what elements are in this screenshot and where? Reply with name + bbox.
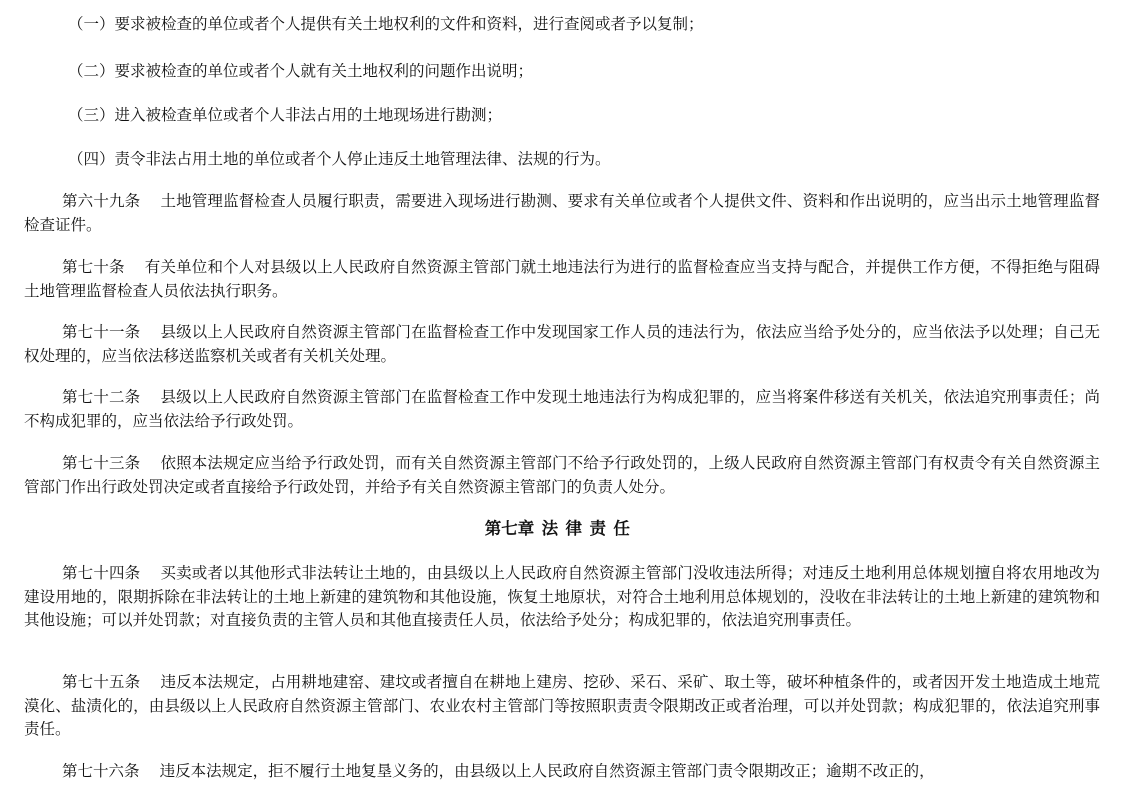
chapter-title: 法律责任 [541, 519, 638, 538]
list-item: （三）进入被检查单位或者个人非法占用的土地现场进行勘测； [68, 106, 503, 124]
chapter-number: 第七章 [484, 519, 535, 538]
list-item: （二）要求被检查的单位或者个人就有关土地权利的问题作出说明； [68, 62, 534, 80]
article-75 [24, 671, 1100, 742]
article-number: 第七十一条 [62, 323, 141, 341]
article-number: 第七十二条 [62, 388, 141, 406]
list-item: （四）责令非法占用土地的单位或者个人停止违反土地管理法律、法规的行为。 [68, 150, 611, 168]
article-71 [24, 321, 1100, 368]
article-number: 第六十九条 [62, 192, 141, 210]
article-70 [24, 256, 1100, 303]
article-text: 土地管理监督检查人员履行职责，需要进入现场进行勘测、要求有关单位或者个人提供文件、资料和作出说明的，应当出示土地管理监督检查证件。 [24, 192, 1100, 234]
article-number: 第七十五条 [62, 673, 141, 691]
list-item: （一）要求被检查的单位或者个人提供有关土地权利的文件和资料，进行查阅或者予以复制； [68, 15, 704, 33]
article-72 [24, 386, 1100, 433]
article-number: 第七十六条 [62, 762, 140, 780]
article-number: 第七十四条 [62, 564, 141, 582]
article-number: 第七十三条 [62, 454, 141, 472]
article-text: 县级以上人民政府自然资源主管部门在监督检查工作中发现国家工作人员的违法行为，依法应当给予处分的，应当依法予以处理；自己无权处理的，应当依法移送监察机关或者有关机关处理。 [24, 323, 1100, 365]
chapter-heading [0, 516, 1122, 542]
article-76 [24, 760, 1100, 784]
article-text: 县级以上人民政府自然资源主管部门在监督检查工作中发现土地违法行为构成犯罪的，应当将案件移送有关机关，依法追究刑事责任；尚不构成犯罪的，应当依法给予行政处罚。 [24, 388, 1100, 430]
article-74 [24, 562, 1100, 633]
article-text: 违反本法规定，占用耕地建窑、建坟或者擅自在耕地上建房、挖砂、采石、采矿、取土等，破坏种植条件的，或者因开发土地造成土地荒漠化、盐渍化的，由县级以上人民政府自然资源主管部门、农业农村主管部门等按照职责责令限期改正或者治理，可以并处罚款；构成犯罪的，依法追究刑事责任。 [24, 673, 1100, 738]
article-number: 第七十条 [62, 258, 125, 276]
article-69 [24, 190, 1100, 237]
article-text: 有关单位和个人对县级以上人民政府自然资源主管部门就土地违法行为进行的监督检查应当支持与配合，并提供工作方便，不得拒绝与阻碍土地管理监督检查人员依法执行职务。 [24, 258, 1100, 300]
article-text: 买卖或者以其他形式非法转让土地的，由县级以上人民政府自然资源主管部门没收违法所得；对违反土地利用总体规划擅自将农用地改为建设用地的，限期拆除在非法转让的土地上新建的建筑物和其他设施，恢复土地原状，对符合土地利用总体规划的，没收在非法转让的土地上新建的建筑物和其他设施；可以并处罚款；对直接负责的主管人员和其他直接责任人员，依法给予处分；构成犯罪的，依法追究刑事责任。 [24, 564, 1100, 629]
article-text: 违反本法规定，拒不履行土地复垦义务的，由县级以上人民政府自然资源主管部门责令限期改正；逾期不改正的， [159, 762, 935, 780]
article-73 [24, 452, 1100, 499]
article-text: 依照本法规定应当给予行政处罚，而有关自然资源主管部门不给予行政处罚的，上级人民政府自然资源主管部门有权责令有关自然资源主管部门作出行政处罚决定或者直接给予行政处罚，并给予有关自然资源主管部门的负责人处分。 [24, 454, 1100, 496]
